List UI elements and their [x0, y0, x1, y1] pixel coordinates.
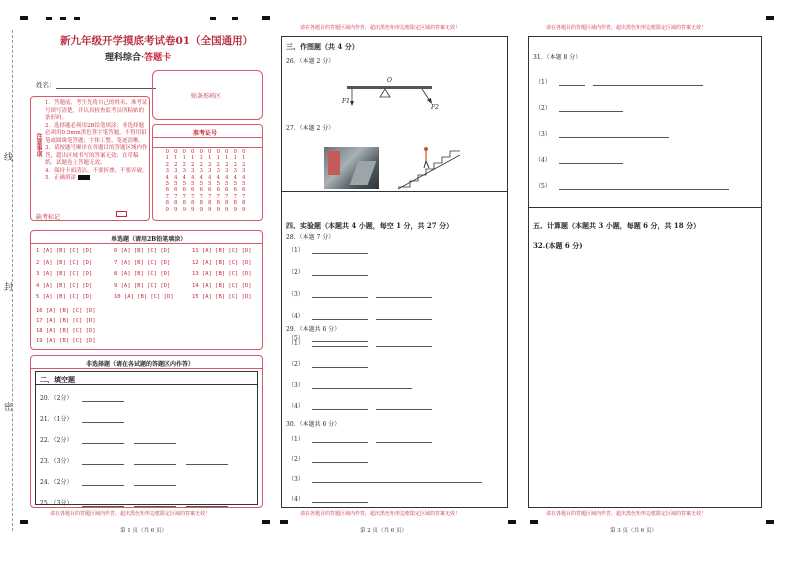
digit-bubble[interactable]: 2: [199, 161, 203, 168]
page-number: 第 2 页（共 6 页）: [360, 528, 407, 534]
answer-row: [535, 155, 623, 164]
answer-row-label: （2）: [288, 456, 304, 463]
answer-line[interactable]: [134, 438, 176, 444]
digit-bubble[interactable]: 1: [182, 155, 186, 162]
page-number: 第 3 页（共 6 页）: [610, 528, 657, 534]
notice-text: 请在各题目的答题区域内作答，超出黑色矩形边框限定区域的答案无效！: [50, 511, 211, 517]
note-item: 3．请按题号顺序在各题目的答题区域内作答，超出区域书写的答案无效；在草稿纸、试题卷上答题无效。: [45, 145, 148, 166]
digit-bubble[interactable]: 4: [182, 174, 186, 181]
answer-row: [288, 434, 432, 443]
answer-line[interactable]: [312, 477, 482, 483]
digit-bubble[interactable]: 0: [208, 149, 212, 155]
digit-bubble[interactable]: 8: [216, 200, 220, 207]
registration-mark: [262, 16, 270, 20]
answer-line[interactable]: [312, 248, 368, 254]
digit-bubble[interactable]: 3: [216, 168, 220, 175]
digit-bubble[interactable]: 6: [174, 187, 178, 194]
mcq-question[interactable]: 19 [A] [B] [C] [D]: [36, 338, 96, 344]
answer-line[interactable]: [312, 457, 368, 463]
registration-mark: [262, 520, 270, 524]
q30-label: 30．（本题共 6 分）: [286, 421, 341, 428]
notice-text: 请在各题目的答题区域内作答，超出黑色矩形边框限定区域的答案无效！: [300, 511, 461, 517]
answer-row: [535, 103, 623, 112]
mcq-box: [30, 230, 263, 350]
answer-row-label: （3）: [535, 131, 551, 138]
answer-line[interactable]: [134, 501, 176, 507]
digit-bubble[interactable]: 0: [225, 149, 229, 155]
digit-bubble[interactable]: 4: [191, 174, 195, 181]
nonmcq-box: [30, 355, 263, 508]
answer-row: [288, 289, 432, 298]
digit-bubble[interactable]: 3: [165, 168, 169, 175]
escalator-diagram: [392, 141, 464, 191]
digit-bubble[interactable]: 7: [165, 193, 169, 200]
fill-question-label: 22．（2分）: [40, 437, 73, 444]
answer-row: [288, 267, 368, 276]
answer-line[interactable]: [312, 497, 368, 503]
mcq-question[interactable]: 16 [A] [B] [C] [D]: [36, 308, 96, 314]
answer-line[interactable]: [376, 314, 432, 320]
registration-mark: [280, 520, 288, 524]
answer-row: [288, 311, 432, 320]
digit-bubble[interactable]: 0: [182, 149, 186, 155]
digit-bubble[interactable]: 2: [242, 161, 246, 168]
digit-bubble[interactable]: 4: [233, 174, 237, 181]
registration-mark: [508, 520, 516, 524]
answer-row-label: （1）: [535, 79, 551, 86]
digit-bubble[interactable]: 2: [216, 161, 220, 168]
digit-bubble[interactable]: 9: [208, 206, 212, 213]
digit-bubble[interactable]: 8: [191, 200, 195, 207]
digit-bubble[interactable]: 3: [208, 168, 212, 175]
mcq-question[interactable]: 17 [A] [B] [C] [D]: [36, 318, 96, 324]
digit-bubble[interactable]: 8: [242, 200, 246, 207]
answer-line[interactable]: [593, 80, 703, 86]
answer-line[interactable]: [82, 480, 124, 486]
digit-bubble[interactable]: 5: [199, 181, 203, 188]
mcq-question[interactable]: 18 [A] [B] [C] [D]: [36, 328, 96, 334]
answer-row-label: （5）: [535, 183, 551, 190]
digit-bubble[interactable]: 6: [182, 187, 186, 194]
registration-mark: [20, 520, 28, 524]
mcq-heading: 单选题（请用2B铅笔填涂）: [111, 236, 187, 243]
digit-bubble[interactable]: 2: [208, 161, 212, 168]
pivot-label: O: [387, 77, 392, 84]
digit-bubble[interactable]: 9: [199, 206, 203, 213]
digit-bubble[interactable]: 1: [199, 155, 203, 162]
escalator-photo-detail: [328, 151, 340, 175]
answer-row: [288, 380, 412, 389]
f2-label: F2: [431, 104, 439, 111]
digit-bubble[interactable]: 1: [165, 155, 169, 162]
digit-bubble[interactable]: 9: [242, 206, 246, 213]
escalator-steps: [398, 151, 460, 187]
digit-bubble[interactable]: 7: [233, 193, 237, 200]
registration-mark: [46, 17, 52, 20]
binding-char-line: 线: [4, 153, 14, 163]
digit-bubble[interactable]: 5: [208, 181, 212, 188]
digit-bubble[interactable]: 2: [165, 161, 169, 168]
answer-line[interactable]: [312, 292, 368, 298]
digit-bubble[interactable]: 0: [174, 149, 178, 155]
digit-bubble[interactable]: 8: [225, 200, 229, 207]
mcq-question[interactable]: 15 [A] [B] [C] [D]: [192, 294, 252, 300]
digit-bubble[interactable]: 6: [233, 187, 237, 194]
answer-row-label: （4）: [288, 313, 304, 320]
mcq-question[interactable]: 13 [A] [B] [C] [D]: [192, 271, 252, 277]
mcq-question[interactable]: 14 [A] [B] [C] [D]: [192, 282, 252, 289]
digit-bubble[interactable]: 3: [242, 168, 246, 175]
digit-bubble[interactable]: 7: [216, 193, 220, 200]
calc-heading: 五、计算题（本题共 3 小题，每题 6 分，共 18 分）: [533, 221, 701, 230]
digit-bubble[interactable]: 5: [165, 181, 169, 188]
answer-line[interactable]: [376, 404, 432, 410]
digit-bubble[interactable]: 3: [174, 168, 178, 175]
answer-row-label: （3）: [288, 476, 304, 483]
binding-char-secret: 密: [4, 403, 14, 413]
fill-question-label: 24．（2分）: [40, 479, 73, 486]
digit-bubble[interactable]: 5: [174, 181, 178, 188]
answer-row-label: （3）: [288, 291, 304, 298]
registration-mark: [766, 16, 774, 20]
absent-checkbox[interactable]: [116, 211, 127, 217]
digit-bubble[interactable]: 9: [165, 206, 169, 213]
digit-bubble[interactable]: 6: [165, 187, 169, 194]
registration-mark: [766, 520, 774, 524]
digit-bubble[interactable]: 4: [225, 174, 229, 181]
notice-text: 请在各题目的答题区域内作答，超出黑色矩形边框限定区域的答案无效！: [300, 25, 461, 31]
mcq-question[interactable]: 9 [A] [B] [C] [D]: [114, 282, 171, 289]
page3-answer-area: [528, 36, 762, 508]
answer-row-label: （1）: [288, 436, 304, 443]
digit-bubble[interactable]: 3: [233, 168, 237, 175]
answer-row: [288, 494, 368, 503]
digit-bubble[interactable]: 0: [199, 149, 203, 155]
mcq-question[interactable]: 1 [A] [B] [C] [D]: [36, 248, 93, 254]
mcq-question[interactable]: 8 [A] [B] [C] [D]: [114, 271, 171, 277]
digit-bubble[interactable]: 5: [242, 181, 246, 188]
person-head-icon: [424, 147, 428, 151]
digit-bubble[interactable]: 9: [216, 206, 220, 213]
digit-bubble[interactable]: 7: [191, 193, 195, 200]
notice-text: 请在各题目的答题区域内作答，超出黑色矩形边框限定区域的答案无效！: [546, 25, 707, 31]
answer-line[interactable]: [312, 314, 368, 320]
digit-bubble[interactable]: 4: [174, 174, 178, 181]
binding-char-seal: 封: [4, 283, 14, 293]
digit-bubble[interactable]: 4: [165, 174, 169, 181]
answer-line[interactable]: [559, 158, 623, 164]
fill-question-label: 20．（2分）: [40, 395, 73, 402]
digit-bubble[interactable]: 9: [191, 206, 195, 213]
answer-line[interactable]: [312, 383, 412, 389]
digit-bubble[interactable]: 4: [208, 174, 212, 181]
digit-bubble[interactable]: 5: [191, 181, 195, 188]
digit-bubble[interactable]: 3: [199, 168, 203, 175]
digit-bubble[interactable]: 8: [182, 200, 186, 207]
answer-row-label: （3）: [288, 382, 304, 389]
digit-bubble[interactable]: 8: [199, 200, 203, 207]
answer-row-label: （2）: [288, 361, 304, 368]
fill-question: [40, 498, 228, 507]
notes-box: [30, 96, 150, 221]
answer-line[interactable]: [82, 438, 124, 444]
fill-question: [40, 477, 176, 486]
absent-mark-label: 缺考标记: [36, 214, 61, 221]
force-f1-arrowhead: [350, 101, 354, 106]
digit-bubble[interactable]: 3: [191, 168, 195, 175]
answer-line[interactable]: [312, 341, 368, 347]
answer-row: [288, 359, 368, 368]
digit-bubble[interactable]: 8: [165, 200, 169, 207]
digit-bubble[interactable]: 8: [174, 200, 178, 207]
registration-mark: [530, 520, 538, 524]
page2-answer-area: [281, 36, 508, 508]
digit-bubble[interactable]: 9: [233, 206, 237, 213]
fill-question-label: 23．（3分）: [40, 458, 73, 465]
q26-label: 26．（本题 2 分）: [286, 58, 335, 65]
filled-sample: [78, 175, 90, 180]
escalator-photo: [324, 147, 379, 189]
registration-mark: [74, 17, 80, 20]
fulcrum-icon: [380, 89, 390, 97]
fill-question: [40, 456, 228, 465]
digit-bubble[interactable]: 0: [165, 149, 169, 155]
mcq-question[interactable]: 12 [A] [B] [C] [D]: [192, 259, 252, 266]
digit-bubble[interactable]: 8: [208, 200, 212, 207]
digit-bubble[interactable]: 6: [216, 187, 220, 194]
digit-bubble[interactable]: 3: [225, 168, 229, 175]
fill-question: [40, 393, 124, 402]
answer-line[interactable]: [186, 459, 228, 465]
digit-bubble[interactable]: 7: [225, 193, 229, 200]
mcq-question[interactable]: 6 [A] [B] [C] [D]: [114, 248, 171, 254]
digit-bubble[interactable]: 7: [182, 193, 186, 200]
answer-row-label: （1）: [288, 340, 304, 347]
mcq-question[interactable]: 4 [A] [B] [C] [D]: [36, 282, 93, 289]
note-item: 4．保持卡面清洁，不要折叠、不要弄破。: [45, 167, 148, 174]
barcode-label: 贴条形码区: [191, 93, 222, 100]
answer-line[interactable]: [312, 404, 368, 410]
answer-row: [535, 129, 669, 138]
escalator-rail: [398, 155, 460, 189]
digit-bubble[interactable]: 1: [233, 155, 237, 162]
answer-row: [288, 474, 482, 483]
digit-bubble[interactable]: 2: [174, 161, 178, 168]
escalator-photo-detail: [350, 161, 377, 185]
digit-bubble[interactable]: 7: [174, 193, 178, 200]
lever-bar: [347, 86, 432, 89]
fill-answer-area: [35, 371, 258, 505]
answer-row: [288, 401, 432, 410]
answer-line[interactable]: [82, 417, 124, 423]
digit-bubble[interactable]: 9: [225, 206, 229, 213]
answer-line[interactable]: [134, 459, 176, 465]
digit-bubble[interactable]: 5: [216, 181, 220, 188]
digit-bubble[interactable]: 3: [182, 168, 186, 175]
digit-bubble[interactable]: 7: [199, 193, 203, 200]
answer-line[interactable]: [376, 341, 432, 347]
digit-bubble[interactable]: 1: [174, 155, 178, 162]
fill-heading: 二、填空题: [40, 375, 75, 384]
lever-diagram: [337, 71, 437, 111]
answer-row-label: （4）: [288, 496, 304, 503]
f1-label: F1: [342, 98, 350, 105]
fill-question: [40, 435, 176, 444]
answer-row: [535, 181, 729, 190]
digit-bubble[interactable]: 4: [242, 174, 246, 181]
answer-row-label: （4）: [288, 403, 304, 410]
digit-bubble[interactable]: 6: [208, 187, 212, 194]
q28-label: 28．（本题 7 分）: [286, 234, 335, 241]
digit-bubble[interactable]: 9: [174, 206, 178, 213]
answer-line[interactable]: [559, 106, 623, 112]
registration-mark: [210, 17, 216, 20]
answer-row: [288, 338, 432, 347]
answer-row: [535, 77, 703, 86]
answer-line[interactable]: [82, 501, 124, 507]
digit-bubble[interactable]: 4: [216, 174, 220, 181]
note-item: 1．答题前，考生先将自己的姓名、准考证号填写清楚，并认真检查监考员所粘贴的条形码。: [45, 100, 148, 121]
experiment-heading: 四、实验题（本题共 4 小题，每空 1 分，共 27 分）: [286, 221, 454, 230]
digit-bubble[interactable]: 2: [233, 161, 237, 168]
digit-bubble[interactable]: 5: [182, 181, 186, 188]
note-item: 5．正确填涂: [45, 175, 149, 183]
digit-bubble[interactable]: 4: [199, 174, 203, 181]
barcode-area: [152, 70, 263, 120]
answer-line[interactable]: [134, 480, 176, 486]
digit-bubble[interactable]: 1: [216, 155, 220, 162]
fill-question: [40, 414, 124, 423]
digit-bubble[interactable]: 7: [242, 193, 246, 200]
answer-row-label: （2）: [535, 105, 551, 112]
q27-label: 27．（本题 2 分）: [286, 125, 335, 132]
exam-number-box: [152, 124, 263, 221]
digit-bubble[interactable]: 0: [191, 149, 195, 155]
mcq-question[interactable]: 10 [A] [B] [C] [D]: [114, 294, 174, 300]
answer-line[interactable]: [376, 437, 432, 443]
digit-bubble[interactable]: 6: [191, 187, 195, 194]
digit-bubble[interactable]: 5: [225, 181, 229, 188]
digit-bubble[interactable]: 0: [242, 149, 246, 155]
answer-row-label: （5）: [288, 335, 304, 342]
digit-bubble[interactable]: 1: [225, 155, 229, 162]
answer-line[interactable]: [312, 270, 368, 276]
mcq-question[interactable]: 3 [A] [B] [C] [D]: [36, 271, 93, 277]
digit-bubble[interactable]: 2: [182, 161, 186, 168]
fill-question-label: 21．（1分）: [40, 416, 73, 423]
mcq-question[interactable]: 2 [A] [B] [C] [D]: [36, 259, 93, 266]
mcq-question[interactable]: 7 [A] [B] [C] [D]: [114, 259, 171, 266]
digit-bubble[interactable]: 6: [225, 187, 229, 194]
q29-label: 29．（本题共 6 分）: [286, 326, 341, 333]
digit-bubble[interactable]: 6: [242, 187, 246, 194]
exam-subtitle: 理科综合·答题卡: [105, 53, 172, 63]
digit-bubble[interactable]: 0: [233, 149, 237, 155]
answer-line[interactable]: [559, 80, 585, 86]
digit-bubble[interactable]: 2: [191, 161, 195, 168]
exam-title: 新九年级开学摸底考试卷01（全国通用）: [60, 35, 254, 47]
digit-bubble[interactable]: 7: [208, 193, 212, 200]
note-item: 2．选择题必须用2B铅笔填涂；非选择题必须用0.5mm黑色签字笔答题，不得用铅笔或圆珠笔答题；字体工整、笔迹清晰。: [45, 122, 147, 144]
answer-row-label: （4）: [535, 157, 551, 164]
person-leg-icon: [426, 161, 429, 168]
answer-line[interactable]: [82, 396, 124, 402]
mcq-question[interactable]: 5 [A] [B] [C] [D]: [36, 294, 93, 300]
q32-label: 32.(本题 6 分): [533, 241, 583, 250]
person-leg-icon: [424, 161, 426, 168]
fill-question-label: 25．（3分）: [40, 500, 73, 507]
digit-bubble[interactable]: 2: [225, 161, 229, 168]
exam-number-label: 准考证号: [193, 130, 218, 137]
answer-row-label: （2）: [288, 269, 304, 276]
digit-bubble[interactable]: 9: [182, 206, 186, 213]
answer-row: [288, 454, 368, 463]
digit-bubble[interactable]: 1: [208, 155, 212, 162]
digit-bubble[interactable]: 0: [216, 149, 220, 155]
mcq-question[interactable]: 11 [A] [B] [C] [D]: [192, 248, 252, 254]
notes-heading: 注意事项: [35, 133, 42, 157]
answer-row-label: （1）: [288, 247, 304, 254]
answer-line[interactable]: [559, 132, 669, 138]
registration-mark: [232, 17, 238, 20]
digit-bubble[interactable]: 6: [199, 187, 203, 194]
nonmcq-heading: 非选择题（请在各试题的答题区内作答）: [86, 361, 195, 368]
digit-bubble[interactable]: 8: [233, 200, 237, 207]
answer-line[interactable]: [376, 292, 432, 298]
notice-text: 请在各题目的答题区域内作答，超出黑色矩形边框限定区域的答案无效！: [546, 511, 707, 517]
q31-label: 31．（本题 8 分）: [533, 54, 582, 61]
name-field[interactable]: 姓名：: [36, 80, 156, 89]
digit-bubble[interactable]: 1: [191, 155, 195, 162]
digit-bubble[interactable]: 5: [233, 181, 237, 188]
drawing-heading: 三、作图题（共 4 分）: [286, 42, 359, 51]
answer-line[interactable]: [559, 184, 729, 190]
page-number: 第 1 页（共 6 页）: [120, 528, 167, 534]
registration-mark: [20, 16, 28, 20]
answer-line[interactable]: [312, 362, 368, 368]
exam-number-grid[interactable]: [163, 149, 248, 213]
digit-bubble[interactable]: 1: [242, 155, 246, 162]
answer-line[interactable]: [186, 501, 228, 507]
answer-line[interactable]: [312, 437, 368, 443]
answer-line[interactable]: [82, 459, 124, 465]
answer-row: [288, 245, 368, 254]
registration-mark: [60, 17, 66, 20]
notes-list: [45, 100, 149, 183]
